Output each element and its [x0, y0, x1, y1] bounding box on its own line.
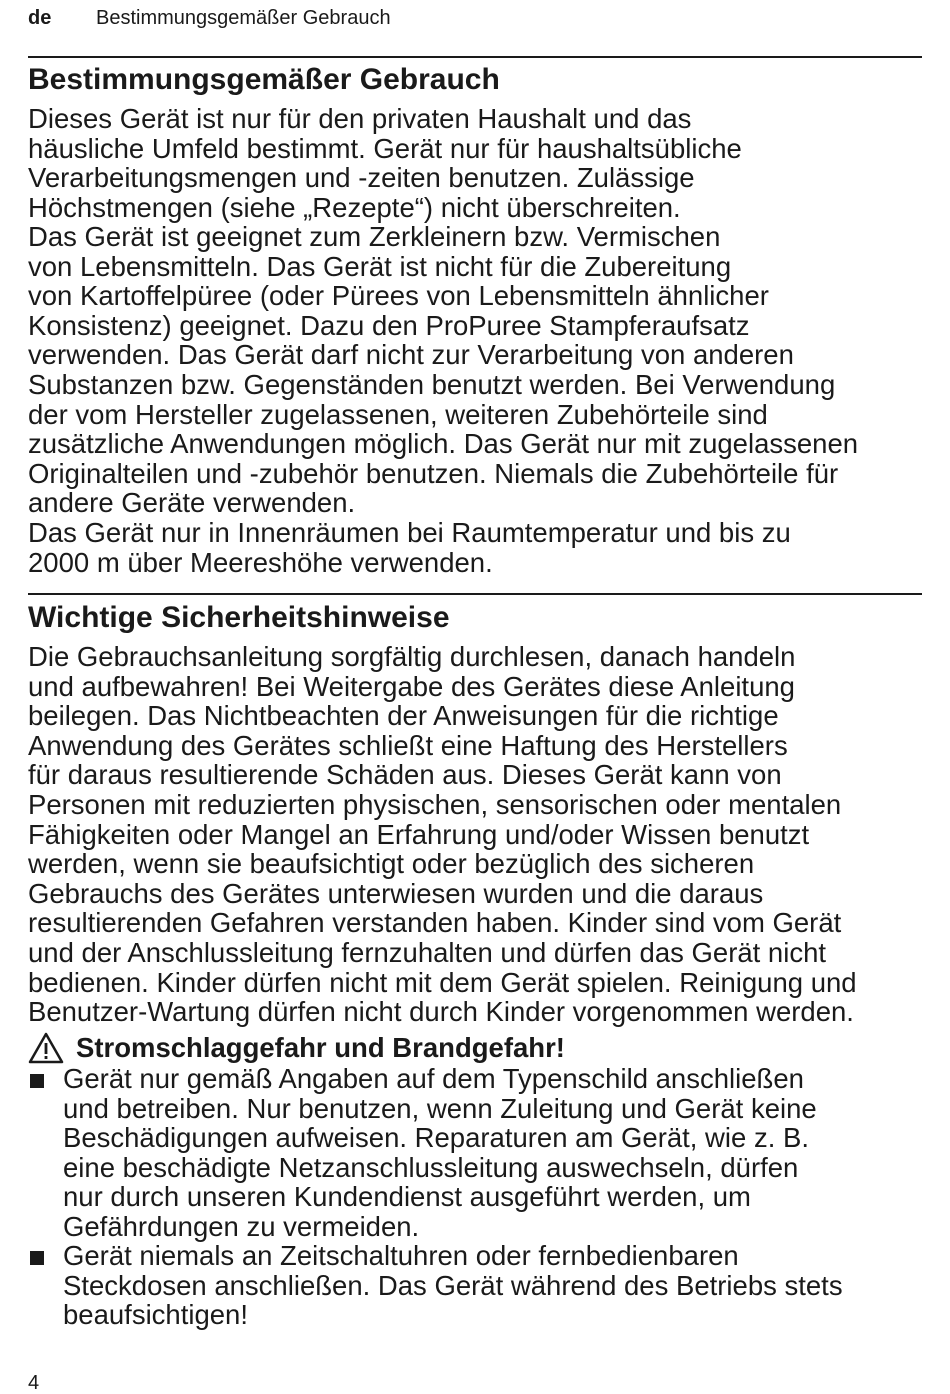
warning-title: Stromschlaggefahr und Brandgefahr!	[76, 1032, 565, 1063]
page-header	[28, 6, 391, 30]
section-title-safety: Wichtige Sicherheitshinweise	[28, 601, 450, 634]
page-number: 4	[28, 1372, 40, 1394]
paragraph-intended-use-3: Das Gerät nur in Innenräumen bei Raumtemperatur und bis zu 2000 m über Meereshöhe verwenden.	[28, 517, 791, 578]
list-item-text: Gerät niemals an Zeitschaltuhren oder fernbedienbaren Steckdosen anschließen. Das Gerät während des Betriebs stets beaufsichtigen!	[63, 1240, 843, 1331]
list-item-text: Gerät nur gemäß Angaben auf dem Typenschild anschließen und betreiben. Nur benutzen, wenn Zuleitung und Gerät keine Beschädigungen aufweisen. Reparaturen am Gerät, wie z. B. eine beschädigte Netzanschlussleitung auswechseln, dürfen nur durch unseren Kundendienst ausgeführt werden, um Gefährdungen zu vermeiden.	[63, 1063, 817, 1242]
warning-triangle-icon	[28, 1032, 64, 1064]
list-item	[28, 1241, 928, 1330]
section-divider	[28, 56, 922, 58]
paragraph-intended-use-1: Dieses Gerät ist nur für den privaten Haushalt und das häusliche Umfeld bestimmt. Gerät nur für haushaltsübliche Verarbeitungsmengen und -zeiten benutzen. Zulässige Höchstmengen (siehe „Rezepte“) nicht überschreiten.	[28, 103, 742, 223]
warning-heading	[28, 1030, 565, 1066]
language-code: de	[28, 7, 52, 29]
bullet-square-icon	[30, 1074, 44, 1088]
section-divider	[28, 593, 922, 595]
list-item	[28, 1064, 928, 1242]
bullet-square-icon	[30, 1251, 44, 1265]
section-title-intended-use: Bestimmungsgemäßer Gebrauch	[28, 63, 500, 96]
paragraph-intended-use-2: Das Gerät ist geeignet zum Zerkleinern bzw. Vermischen von Lebensmitteln. Das Gerät ist nicht für die Zubereitung von Kartoffelpüree (oder Pürees von Lebensmitteln ähnlicher Konsistenz) geeignet. Dazu den ProPuree Stampferaufsatz verwenden. Das Gerät darf nicht zur Verarbeitung von anderen Substanzen bzw. Gegenständen benutzt werden. Bei Verwendung der vom Hersteller zugelassenen, weiteren Zubehörteile sind zusätzliche Anwendungen möglich. Das Gerät nur mit zugelassenen Originalteilen und -zubehör benutzen. Niemals die Zubehörteile für andere Geräte verwenden.	[28, 221, 859, 519]
paragraph-safety: Die Gebrauchsanleitung sorgfältig durchlesen, danach handeln und aufbewahren! Bei Weitergabe des Gerätes diese Anleitung beilegen. Das Nichtbeachten der Anweisungen für die richtige Anwendung des Gerätes schließt eine Haftung des Herstellers für daraus resultierende Schäden aus. Dieses Gerät kann von Personen mit reduzierten physischen, sensorischen oder mentalen Fähigkeiten oder Mangel an Erfahrung und/oder Wissen benutzt werden, wenn sie beaufsichtigt oder bezüglich des sicheren Gebrauchs des Gerätes unterwiesen wurden und die daraus resultierenden Gefahren verstanden haben. Kinder sind vom Gerät und der Anschlussleitung fernzuhalten und dürfen das Gerät nicht bedienen. Kinder dürfen nicht mit dem Gerät spielen. Reinigung und Benutzer-Wartung dürfen nicht durch Kinder vorgenommen werden.	[28, 641, 857, 1028]
running-title: Bestimmungsgemäßer Gebrauch	[96, 7, 391, 29]
